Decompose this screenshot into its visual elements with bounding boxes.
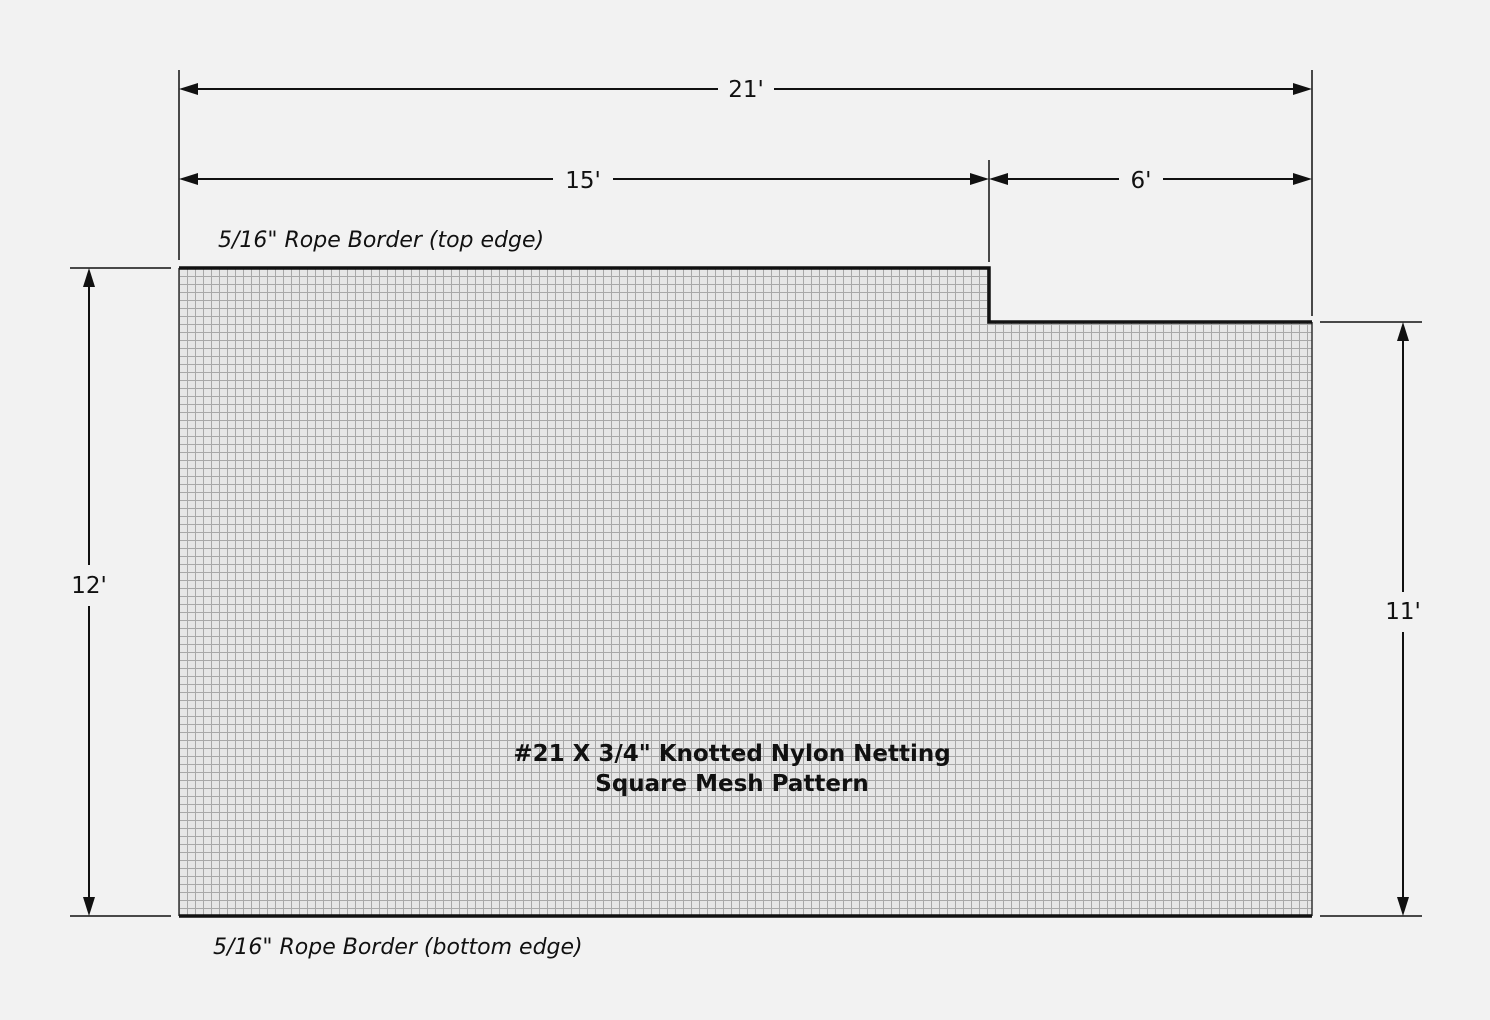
dimension-right-width-label: 6' xyxy=(1130,168,1152,194)
dimension-right-width xyxy=(989,168,1312,194)
dimension-total-width-label: 21' xyxy=(728,77,764,103)
netting-spec-line2: Square Mesh Pattern xyxy=(595,771,869,797)
bottom-border-label: 5/16" Rope Border (bottom edge) xyxy=(213,935,583,960)
dimension-total-width xyxy=(179,77,1312,103)
dimension-right-height-label: 11' xyxy=(1385,599,1421,625)
dimension-left-width-label: 15' xyxy=(565,168,601,194)
dimension-left-width xyxy=(179,168,989,194)
top-border-label: 5/16" Rope Border (top edge) xyxy=(218,228,545,253)
dimension-right-height xyxy=(1385,322,1421,916)
netting-spec-line1: #21 X 3/4" Knotted Nylon Netting xyxy=(513,741,951,767)
netting-panel xyxy=(179,268,1312,916)
dimension-left-height-label: 12' xyxy=(71,573,107,599)
dimension-left-height xyxy=(71,268,107,916)
